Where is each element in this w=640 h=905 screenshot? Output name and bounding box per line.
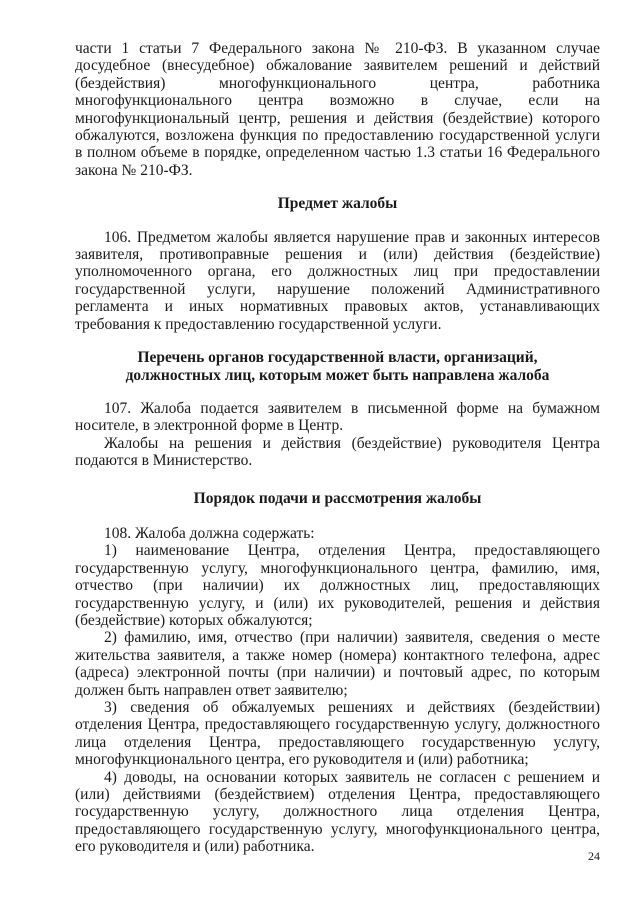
- document-body: [75, 40, 600, 856]
- list-item-2: 2) фамилию, имя, отчество (при наличии) заявителя, сведения о месте жительства заявителя, а также номер (номера) контактного телефона, адрес (адреса) электронной почты (при наличии) и почтовый адрес, по которым должен быть направлен ответ заявителю;: [75, 629, 600, 699]
- list-item-4: 4) доводы, на основании которых заявитель не согласен с решением и (или) действиями (бездействием) отделения Центра, предоставляющего государственную услугу, должностного лица отделения Центра, предоставляющего государственную услугу, многофункционального центра, его руководителя и (или) работника.: [75, 768, 600, 856]
- list-item-3: 3) сведения об обжалуемых решениях и действиях (бездействии) отделения Центра, предоставляющего государственную услугу, должностного лица отделения Центра, предоставляющего государственную услугу, многофункционального центра, его руководителя и (или) работника;: [75, 699, 600, 769]
- section-heading-bodies-line-2: должностных лиц, которым может быть направлена жалоба: [125, 366, 550, 384]
- paragraph-108: 108. Жалоба должна содержать:: [104, 524, 315, 542]
- page-number: 24: [588, 849, 600, 863]
- intro-paragraph: части 1 статьи 7 Федерального закона № 210-ФЗ. В указанном случае досудебное (внесудебное) обжалование заявителем решений и действий (бездействия) многофункционального центра, работника многофункционального центра возможно в случае, если на многофункциональный центр, решения и действия (бездействие) которого обжалуются, возложена функция по предоставлению государственной услуги в полном объеме в порядке, определенном частью 1.3 статьи 16 Федерального закона № 210-ФЗ.: [75, 40, 600, 179]
- section-heading-bodies: [75, 349, 600, 384]
- list-item-1: 1) наименование Центра, отделения Центра, предоставляющего государственную услугу, многофункционального центра, фамилию, имя, отчество (при наличии) их должностных лиц, предоставляющих государственную услугу, и (или) их руководителей, решения и действия (бездействие) которых обжалуются;: [75, 542, 600, 629]
- paragraph-106: 106. Предметом жалобы является нарушение прав и законных интересов заявителя, противоправные решения и (или) действия (бездействие) уполномоченного органа, его должностных лиц при предоставлении государственной услуги, нарушение положений Административного регламента и иных нормативных правовых актов, устанавливающих требования к предоставлению государственной услуги.: [75, 228, 600, 333]
- section-heading-bodies-line-1: Перечень органов государственной власти, организаций,: [137, 349, 538, 367]
- paragraph-107: 107. Жалоба подается заявителем в письменной форме на бумажном носителе, в электронной форме в Центр.: [75, 399, 600, 435]
- section-heading-procedure: Порядок подачи и рассмотрения жалобы: [193, 489, 482, 507]
- paragraph-107-continuation: Жалобы на решения и действия (бездействие) руководителя Центра подаются в Министерство.: [75, 434, 600, 470]
- section-heading-subject: Предмет жалобы: [277, 195, 398, 213]
